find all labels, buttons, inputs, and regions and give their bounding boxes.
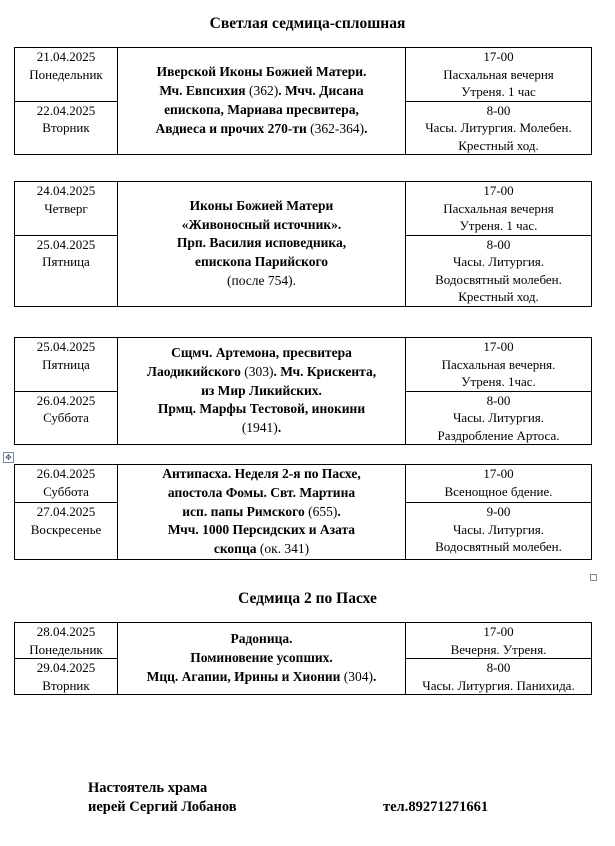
- service-line: Часы. Литургия.: [452, 521, 545, 537]
- commemoration-text: .: [277, 420, 282, 436]
- rector-name: иерей Сергий Лобанов: [88, 799, 237, 815]
- date-cell: [15, 101, 118, 155]
- commemoration-text: Прп. Василия исповедника,: [176, 235, 347, 251]
- commemoration-text: Антипасха. Неделя 2-я по Пасхе,: [162, 466, 361, 481]
- services-cell: [406, 182, 592, 236]
- commemoration-text: епископа Парийского: [195, 254, 328, 270]
- date-text: 29.04.2025: [36, 660, 96, 675]
- table-row: [15, 338, 592, 392]
- weekday-text: Воскресенье: [30, 521, 102, 537]
- weekday-text: Пятница: [42, 254, 90, 269]
- commemoration-text: Мч. Евпсихия: [159, 83, 249, 99]
- service-line: Утреня. 1 час.: [459, 218, 538, 233]
- weekday-text: Понедельник: [29, 641, 103, 657]
- services-cell: [406, 659, 592, 695]
- service-line: Водосвятный молебен.: [435, 271, 562, 287]
- commemoration-line: [118, 363, 405, 382]
- commemoration-text: .: [364, 120, 368, 136]
- commemoration-text: .: [373, 668, 377, 684]
- phone-number: тел.89271271661: [383, 799, 489, 815]
- date-text: 21.04.2025: [36, 49, 96, 64]
- commemoration-line: [118, 400, 405, 419]
- commemoration-year: (304): [343, 668, 374, 684]
- date-cell: [15, 182, 118, 236]
- commemoration-text: Иконы Божией Матери: [189, 197, 334, 213]
- service-line: Пасхальная вечерня.: [441, 356, 556, 372]
- service-line: Часы. Литургия.: [452, 410, 545, 425]
- date-text: 24.04.2025: [36, 183, 96, 198]
- commemoration-line: [118, 503, 405, 522]
- service-time: 8-00: [486, 392, 511, 408]
- date-cell: [15, 623, 118, 659]
- services-cell: [406, 338, 592, 392]
- commemoration-text: епископа, Мариава пресвитера,: [164, 102, 359, 117]
- date-cell: [15, 391, 118, 445]
- service-time: 8-00: [486, 236, 511, 252]
- commemoration-year: (362): [248, 83, 279, 99]
- bright-week-heading: Светлая седмица-сплошная: [209, 15, 406, 32]
- service-line: Крестный ход.: [458, 289, 539, 304]
- service-time: 8-00: [486, 660, 511, 675]
- commemoration-text: Авдиеса и прочих 270-ти: [155, 120, 311, 136]
- commemoration-line: [118, 540, 405, 559]
- service-time: 8-00: [486, 102, 511, 118]
- weekday-text: Суббота: [43, 483, 89, 499]
- service-time: 17-00: [483, 466, 514, 481]
- commemoration-year: (362-364): [310, 120, 365, 136]
- service-line: Крестный ход.: [458, 137, 539, 153]
- service-line: Всенощное бдение.: [444, 483, 553, 499]
- commemoration-text: «Живоносный источник».: [181, 216, 342, 232]
- commemoration-line: [118, 197, 405, 216]
- commemoration-year: (1941): [241, 420, 278, 436]
- service-time: 17-00: [483, 624, 514, 639]
- service-line: Утреня. 1 час: [461, 84, 536, 99]
- service-time: 9-00: [486, 504, 511, 520]
- commemoration-cell: [118, 465, 406, 560]
- date-text: 26.04.2025: [36, 466, 96, 481]
- date-text: 22.04.2025: [36, 102, 96, 118]
- date-text: 25.04.2025: [36, 339, 96, 354]
- services-cell: [406, 101, 592, 155]
- services-cell: [406, 623, 592, 659]
- service-line: Часы. Литургия. Молебен.: [425, 120, 572, 135]
- service-line: Утреня. 1час.: [461, 374, 536, 389]
- commemoration-line: [118, 382, 405, 401]
- commemoration-text: из Мир Ликийских.: [201, 382, 322, 398]
- table-row: [15, 465, 592, 503]
- service-line: Часы. Литургия. Панихида.: [422, 677, 575, 693]
- date-cell: [15, 338, 118, 392]
- services-cell: [406, 503, 592, 560]
- weekday-text: Четверг: [44, 200, 88, 216]
- date-text: 28.04.2025: [36, 624, 96, 639]
- commemoration-line: [118, 668, 405, 687]
- table-row: [15, 182, 592, 236]
- weekday-text: Вторник: [42, 677, 90, 693]
- schedule-table-2: [14, 181, 592, 307]
- date-cell: [15, 503, 118, 560]
- rector-title: Настоятель храма: [88, 780, 208, 796]
- services-cell: [406, 235, 592, 306]
- schedule-table-5: [14, 622, 592, 695]
- commemoration-text: Мчч. 1000 Персидских и Азата: [167, 522, 356, 538]
- commemoration-line: [118, 419, 405, 438]
- move-arrows-icon[interactable]: ✥: [3, 452, 14, 463]
- commemoration-line: [118, 344, 405, 363]
- commemoration-text: скопца: [213, 541, 260, 557]
- commemoration-line: [118, 63, 405, 82]
- service-line: Водосвятный молебен.: [435, 539, 562, 555]
- service-time: 17-00: [483, 183, 514, 198]
- commemoration-text: Сщмч. Артемона, пресвитера: [171, 345, 352, 360]
- weekday-text: Вторник: [42, 120, 90, 135]
- commemoration-line: [118, 649, 405, 668]
- service-line: Пасхальная вечерня: [443, 66, 554, 82]
- commemoration-text: Поминовение усопших.: [190, 650, 333, 666]
- table-row: [15, 623, 592, 659]
- service-line: Пасхальная вечерня: [443, 200, 554, 216]
- commemoration-year: (ок. 341): [259, 541, 310, 557]
- date-cell: [15, 48, 118, 102]
- commemoration-line: [118, 101, 405, 120]
- services-cell: [406, 48, 592, 102]
- weekday-text: Пятница: [42, 356, 90, 372]
- commemoration-line: [118, 484, 405, 503]
- commemoration-text: исп. папы Римского: [182, 503, 309, 519]
- services-cell: [406, 391, 592, 445]
- commemoration-text: .: [337, 503, 341, 519]
- commemoration-text: . Мч. Крискента,: [273, 363, 377, 379]
- commemoration-text: Прмц. Марфы Тестовой, инокини: [157, 401, 366, 417]
- service-time: 17-00: [483, 339, 514, 354]
- commemoration-line: [118, 630, 405, 649]
- commemoration-text: Лаодикийского: [146, 363, 245, 379]
- commemoration-line: [118, 82, 405, 101]
- services-cell: [406, 465, 592, 503]
- table-row: [15, 48, 592, 102]
- commemoration-year: (после 754).: [226, 272, 297, 288]
- service-time: 17-00: [483, 49, 514, 64]
- date-cell: [15, 235, 118, 306]
- schedule-table-1: [14, 47, 592, 155]
- commemoration-cell: [118, 48, 406, 155]
- service-line: Раздробление Артоса.: [437, 427, 560, 443]
- commemoration-text: Мцц. Агапии, Ирины и Хионии: [146, 668, 344, 684]
- service-line: Вечерня. Утреня.: [450, 641, 547, 657]
- week2-heading: Седмица 2 по Пасхе: [238, 590, 377, 607]
- commemoration-text: Иверской Иконы Божией Матери.: [156, 64, 367, 80]
- commemoration-year: (655): [308, 503, 338, 519]
- date-text: 25.04.2025: [36, 236, 96, 252]
- commemoration-line: [118, 120, 405, 139]
- commemoration-cell: [118, 182, 406, 307]
- weekday-text: Суббота: [43, 410, 89, 425]
- resize-square-icon[interactable]: [590, 574, 597, 581]
- commemoration-line: [118, 234, 405, 253]
- date-cell: [15, 465, 118, 503]
- commemoration-line: [118, 216, 405, 235]
- date-text: 26.04.2025: [36, 392, 96, 408]
- commemoration-cell: [118, 338, 406, 445]
- date-text: 27.04.2025: [36, 504, 96, 520]
- commemoration-text: Радоница.: [230, 631, 293, 647]
- service-line: Часы. Литургия.: [452, 254, 545, 269]
- commemoration-line: [118, 272, 405, 291]
- schedule-table-3: [14, 337, 592, 445]
- commemoration-text: . Мчч. Дисана: [278, 83, 364, 99]
- commemoration-line: [118, 521, 405, 540]
- commemoration-line: [118, 465, 405, 484]
- commemoration-line: [118, 253, 405, 272]
- commemoration-text: апостола Фомы. Свт. Мартина: [167, 484, 356, 500]
- commemoration-cell: [118, 623, 406, 695]
- date-cell: [15, 659, 118, 695]
- commemoration-year: (303): [244, 363, 274, 379]
- weekday-text: Понедельник: [29, 66, 103, 82]
- schedule-table-4: [14, 464, 592, 560]
